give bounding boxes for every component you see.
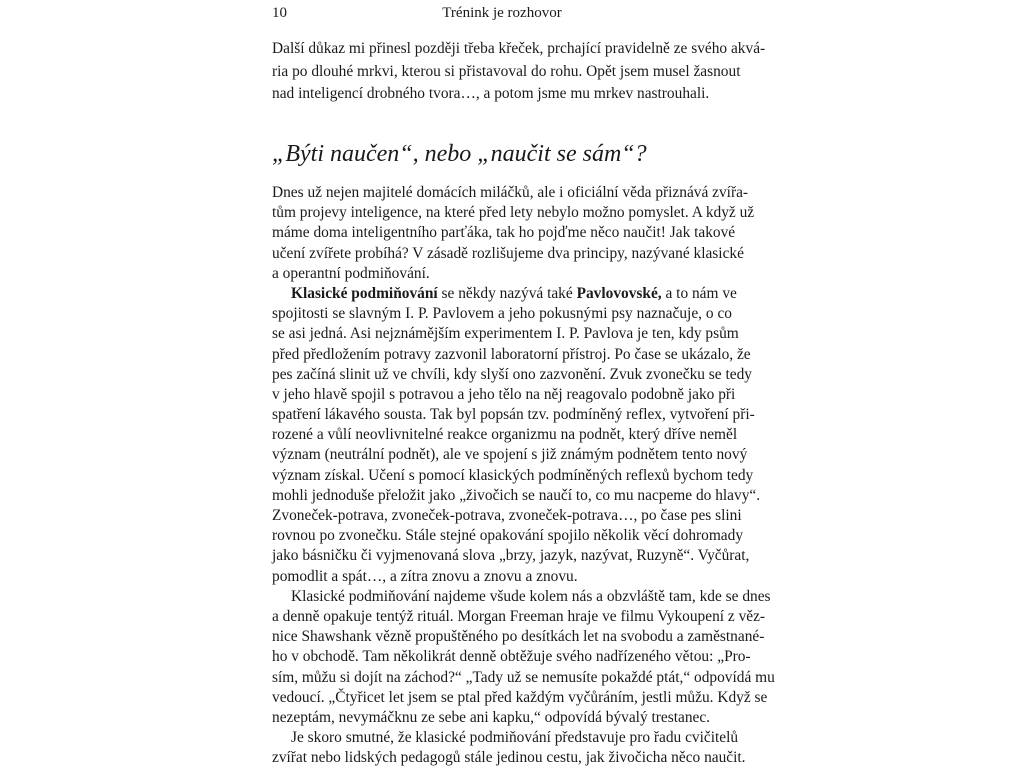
text-line: zvířat nebo lidských pedagogů stále jedinou cestu, jak živočicha něco naučit. xyxy=(272,749,746,767)
paragraph xyxy=(272,587,775,728)
text-line: pomodlit a spát…, a zítra znovu a znovu a znovu. xyxy=(272,567,578,585)
text-line: Klasické podmiňování najdeme všude kolem nás a obzvláště tam, kde se dnes xyxy=(291,587,771,605)
text-line: spojitosti se slavným I. P. Pavlovem a jeho pokusnými psy naznačuje, o co xyxy=(272,305,732,323)
paragraph xyxy=(272,284,761,587)
text-line: máme doma inteligentního parťáka, tak ho pojďme něco naučit! Jak takové xyxy=(272,224,736,242)
text-line: pes začíná slinit už ve chvíli, kdy slyší ono zazvonění. Zvuk zvonečku se tedy xyxy=(272,365,752,383)
body-text xyxy=(272,183,775,768)
text-line: v jeho hlavě spojil s potravou a jeho tělo na něj reagovalo podobně jako při xyxy=(272,385,736,403)
text-line: význam získal. Učení s pomocí klasických podmíněných reflexů bychom tedy xyxy=(272,466,754,484)
paragraph xyxy=(272,728,746,768)
text-line: nezeptám, nevymáčknu ze sebe ani kapku,“ odpovídá bývalý trestanec. xyxy=(272,708,711,726)
text-line: nad inteligencí drobného tvora…, a potom jsme mu mrkev nastrouhali. xyxy=(272,85,710,102)
page-number: 10 xyxy=(272,5,287,21)
text-line: a operantní podmiňování. xyxy=(272,264,430,282)
text-line: rovnou po zvonečku. Stále stejné opakování spojilo několik věcí dohromady xyxy=(272,527,744,545)
bold-term: Pavlovovské, xyxy=(576,284,662,302)
text-line: jako básničku či vyjmenovaná slova „brzy, jazyk, nazývat, Ruzyně“. Vyčůrat, xyxy=(272,547,750,565)
text-line: sím, můžu si dojít na záchod?“ „Tady už se nemusíte pokaždé ptát,“ odpovídá mu xyxy=(272,668,775,686)
text-line: význam (neutrální podnět), ale ve spojení s již známým podnětem tento nový xyxy=(272,446,748,464)
text-line: tům projevy inteligence, na které před lety nebylo možno pomyslet. A když už xyxy=(272,204,755,222)
paragraph xyxy=(272,183,755,284)
text-line: nice Shawshank vězně propuštěného po desítkách let na svobodu a zaměstnané- xyxy=(272,628,765,646)
text-line: se asi jedná. Asi nejznámějším experimentem I. P. Pavlova je ten, kdy psům xyxy=(272,325,739,343)
text-segment: a to nám ve xyxy=(661,284,737,302)
text-line: před předložením potravy zazvonil laboratorní přístroj. Po čase se ukázalo, že xyxy=(272,345,751,363)
text-line: ria po dlouhé mrkvi, kterou si přistavoval do rohu. Opět jsem musel žasnout xyxy=(272,62,741,80)
text-line: Další důkaz mi přinesl později třeba křeček, prchající pravidelně ze svého akvá- xyxy=(272,40,766,57)
text-line: rozené a vůlí neovlivnitelné reakce organizmu na podnět, který dříve neměl xyxy=(272,426,738,444)
text-line xyxy=(272,284,737,304)
paragraph xyxy=(272,38,766,106)
text-line: Zvoneček-potrava, zvoneček-potrava, zvoneček-potrava…, po čase pes slini xyxy=(272,507,742,524)
text-line: Dnes už nejen majitelé domácích miláčků, ale i oficiální věda přiznává zvířa- xyxy=(272,184,749,201)
paragraph xyxy=(272,38,766,106)
text-segment: se někdy nazývá také xyxy=(437,284,577,302)
text-line: učení zvířete probíhá? V zásadě rozlišujeme dva principy, nazývané klasické xyxy=(272,244,744,262)
text-line: Je skoro smutné, že klasické podmiňování představuje pro řadu cvičitelů xyxy=(291,729,739,747)
running-title: Trénink je rozhovor xyxy=(442,5,562,21)
bold-term: Klasické podmiňování xyxy=(291,284,438,302)
text-line: spatření lákavého sousta. Tak byl popsán tzv. podmíněný reflex, vytvoření při- xyxy=(272,406,755,424)
text-line: a denně opakuje tentýž rituál. Morgan Freeman hraje ve filmu Vykoupení z věz- xyxy=(272,607,766,625)
text-line: mohli jednoduše přeložit jako „živočich se naučí to, co mu nacpeme do hlavy“. xyxy=(272,486,761,504)
text-line: ho v obchodě. Tam několikrát denně obtěžuje svého nadřízeného větou: „Pro- xyxy=(272,648,751,666)
text-line: vedoucí. „Čtyřicet let jsem se ptal před každým vyčůráním, jestli můžu. Když se xyxy=(272,688,768,706)
section-heading: „Býti naučen“, nebo „naučit se sám“? xyxy=(272,141,647,167)
